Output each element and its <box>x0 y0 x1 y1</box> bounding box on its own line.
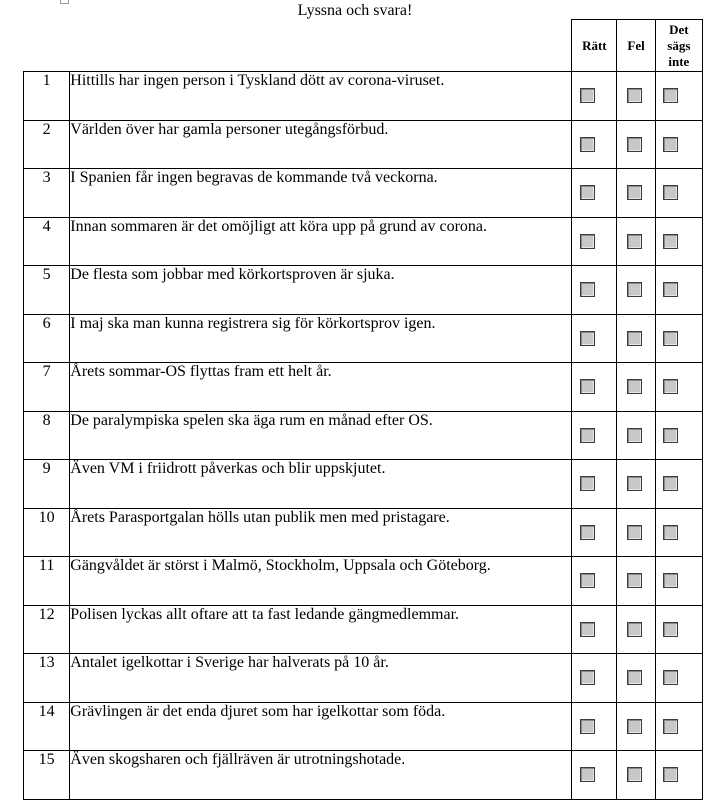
checkbox-fel[interactable] <box>627 88 642 103</box>
quiz-body <box>24 72 703 800</box>
question-text: Årets sommar-OS flyttas fram ett helt år. <box>70 363 572 412</box>
quiz-table <box>23 19 703 800</box>
checkbox-det-sags-inte[interactable] <box>663 282 678 297</box>
checkbox-ratt-cell <box>572 460 617 509</box>
checkbox-ratt[interactable] <box>580 670 595 685</box>
table-row <box>24 314 703 363</box>
checkbox-det-sags-inte[interactable] <box>663 719 678 734</box>
question-text: Innan sommaren är det omöjligt att köra upp på grund av corona. <box>70 217 572 266</box>
question-number: 14 <box>24 702 70 751</box>
checkbox-det-sags-inte-cell <box>655 72 702 121</box>
table-row <box>24 120 703 169</box>
question-text: I Spanien får ingen begravas de kommande två veckorna. <box>70 169 572 218</box>
checkbox-fel[interactable] <box>627 525 642 540</box>
question-number: 1 <box>24 72 70 121</box>
table-row <box>24 266 703 315</box>
question-text: Grävlingen är det enda djuret som har igelkottar som föda. <box>70 702 572 751</box>
checkbox-ratt[interactable] <box>580 573 595 588</box>
checkbox-ratt[interactable] <box>580 525 595 540</box>
question-text: Årets Parasportgalan hölls utan publik men med pristagare. <box>70 508 572 557</box>
checkbox-det-sags-inte-cell <box>655 557 702 606</box>
checkbox-det-sags-inte-cell <box>655 751 702 800</box>
question-text: De paralympiska spelen ska äga rum en månad efter OS. <box>70 411 572 460</box>
checkbox-fel[interactable] <box>627 282 642 297</box>
checkbox-ratt[interactable] <box>580 719 595 734</box>
checkbox-ratt-cell <box>572 702 617 751</box>
checkbox-fel-cell <box>617 266 655 315</box>
checkbox-det-sags-inte[interactable] <box>663 234 678 249</box>
checkbox-ratt-cell <box>572 751 617 800</box>
question-number: 5 <box>24 266 70 315</box>
checkbox-ratt[interactable] <box>580 137 595 152</box>
question-number: 2 <box>24 120 70 169</box>
checkbox-ratt[interactable] <box>580 622 595 637</box>
question-text: Även skogsharen och fjällräven är utrotningshotade. <box>70 751 572 800</box>
checkbox-fel-cell <box>617 169 655 218</box>
checkbox-ratt[interactable] <box>580 185 595 200</box>
checkbox-fel-cell <box>617 460 655 509</box>
table-row <box>24 751 703 800</box>
checkbox-ratt-cell <box>572 654 617 703</box>
checkbox-fel[interactable] <box>627 234 642 249</box>
table-row <box>24 169 703 218</box>
question-text: Polisen lyckas allt oftare att ta fast ledande gängmedlemmar. <box>70 605 572 654</box>
checkbox-fel-cell <box>617 751 655 800</box>
checkbox-det-sags-inte[interactable] <box>663 331 678 346</box>
table-row <box>24 72 703 121</box>
checkbox-det-sags-inte-cell <box>655 605 702 654</box>
checkbox-fel-cell <box>617 314 655 363</box>
checkbox-fel-cell <box>617 120 655 169</box>
checkbox-fel[interactable] <box>627 137 642 152</box>
checkbox-fel-cell <box>617 508 655 557</box>
checkbox-det-sags-inte[interactable] <box>663 137 678 152</box>
checkbox-det-sags-inte-cell <box>655 363 702 412</box>
checkbox-det-sags-inte[interactable] <box>663 622 678 637</box>
question-number: 7 <box>24 363 70 412</box>
header-ratt: Rätt <box>572 20 617 72</box>
checkbox-ratt-cell <box>572 169 617 218</box>
header-det-sags-inte: Det sägs inte <box>655 20 702 72</box>
checkbox-ratt[interactable] <box>580 282 595 297</box>
checkbox-det-sags-inte[interactable] <box>663 476 678 491</box>
checkbox-det-sags-inte-cell <box>655 169 702 218</box>
checkbox-fel-cell <box>617 702 655 751</box>
checkbox-ratt-cell <box>572 120 617 169</box>
checkbox-ratt-cell <box>572 363 617 412</box>
checkbox-fel-cell <box>617 605 655 654</box>
checkbox-det-sags-inte[interactable] <box>663 428 678 443</box>
question-text: I maj ska man kunna registrera sig för körkortsprov igen. <box>70 314 572 363</box>
checkbox-det-sags-inte[interactable] <box>663 525 678 540</box>
checkbox-det-sags-inte[interactable] <box>663 379 678 394</box>
checkbox-det-sags-inte-cell <box>655 266 702 315</box>
question-text: Gängvåldet är störst i Malmö, Stockholm, Uppsala och Göteborg. <box>70 557 572 606</box>
table-row <box>24 508 703 557</box>
checkbox-det-sags-inte-cell <box>655 702 702 751</box>
table-row <box>24 411 703 460</box>
checkbox-ratt[interactable] <box>580 88 595 103</box>
question-text: Hittills har ingen person i Tyskland dött av corona-viruset. <box>70 72 572 121</box>
page-title: Lyssna och svara! <box>297 2 413 19</box>
checkbox-ratt-cell <box>572 508 617 557</box>
checkbox-fel-cell <box>617 411 655 460</box>
checkbox-det-sags-inte[interactable] <box>663 185 678 200</box>
checkbox-fel[interactable] <box>627 185 642 200</box>
checkbox-fel-cell <box>617 217 655 266</box>
header-row <box>24 20 703 72</box>
checkbox-ratt-cell <box>572 266 617 315</box>
question-number: 4 <box>24 217 70 266</box>
question-number: 12 <box>24 605 70 654</box>
checkbox-det-sags-inte-cell <box>655 411 702 460</box>
table-row <box>24 702 703 751</box>
checkbox-ratt[interactable] <box>580 379 595 394</box>
checkbox-ratt-cell <box>572 557 617 606</box>
checkbox-det-sags-inte-cell <box>655 460 702 509</box>
checkbox-fel[interactable] <box>627 573 642 588</box>
checkbox-det-sags-inte-cell <box>655 508 702 557</box>
question-number: 6 <box>24 314 70 363</box>
checkbox-det-sags-inte-cell <box>655 217 702 266</box>
checkbox-det-sags-inte[interactable] <box>663 670 678 685</box>
checkbox-ratt-cell <box>572 72 617 121</box>
checkbox-ratt-cell <box>572 605 617 654</box>
question-number: 3 <box>24 169 70 218</box>
table-row <box>24 217 703 266</box>
checkbox-fel[interactable] <box>627 476 642 491</box>
checkbox-fel[interactable] <box>627 379 642 394</box>
checkbox-det-sags-inte-cell <box>655 120 702 169</box>
checkbox-ratt-cell <box>572 411 617 460</box>
table-row <box>24 557 703 606</box>
table-row <box>24 460 703 509</box>
checkbox-ratt[interactable] <box>580 331 595 346</box>
checkbox-det-sags-inte[interactable] <box>663 573 678 588</box>
question-number: 10 <box>24 508 70 557</box>
header-fel: Fel <box>617 20 655 72</box>
checkbox-det-sags-inte[interactable] <box>663 88 678 103</box>
checkbox-fel[interactable] <box>627 428 642 443</box>
checkbox-fel-cell <box>617 72 655 121</box>
checkbox-fel[interactable] <box>627 331 642 346</box>
checkbox-det-sags-inte[interactable] <box>663 767 678 782</box>
checkbox-fel-cell <box>617 654 655 703</box>
table-row <box>24 363 703 412</box>
checkbox-ratt[interactable] <box>580 767 595 782</box>
table-row <box>24 605 703 654</box>
checkbox-ratt[interactable] <box>580 234 595 249</box>
header-blank <box>24 20 572 72</box>
checkbox-fel[interactable] <box>627 767 642 782</box>
checkbox-ratt[interactable] <box>580 428 595 443</box>
checkbox-fel[interactable] <box>627 719 642 734</box>
checkbox-det-sags-inte-cell <box>655 314 702 363</box>
question-text: Världen över har gamla personer utegångsförbud. <box>70 120 572 169</box>
question-text: Antalet igelkottar i Sverige har halverats på 10 år. <box>70 654 572 703</box>
checkbox-fel[interactable] <box>627 670 642 685</box>
question-number: 11 <box>24 557 70 606</box>
question-number: 13 <box>24 654 70 703</box>
checkbox-ratt-cell <box>572 314 617 363</box>
question-number: 9 <box>24 460 70 509</box>
checkbox-ratt[interactable] <box>580 476 595 491</box>
checkbox-ratt-cell <box>572 217 617 266</box>
checkbox-fel-cell <box>617 363 655 412</box>
checkbox-det-sags-inte-cell <box>655 654 702 703</box>
question-text: Även VM i friidrott påverkas och blir uppskjutet. <box>70 460 572 509</box>
question-text: De flesta som jobbar med körkortsproven är sjuka. <box>70 266 572 315</box>
table-row <box>24 654 703 703</box>
checkbox-fel-cell <box>617 557 655 606</box>
question-number: 8 <box>24 411 70 460</box>
question-number: 15 <box>24 751 70 800</box>
checkbox-fel[interactable] <box>627 622 642 637</box>
